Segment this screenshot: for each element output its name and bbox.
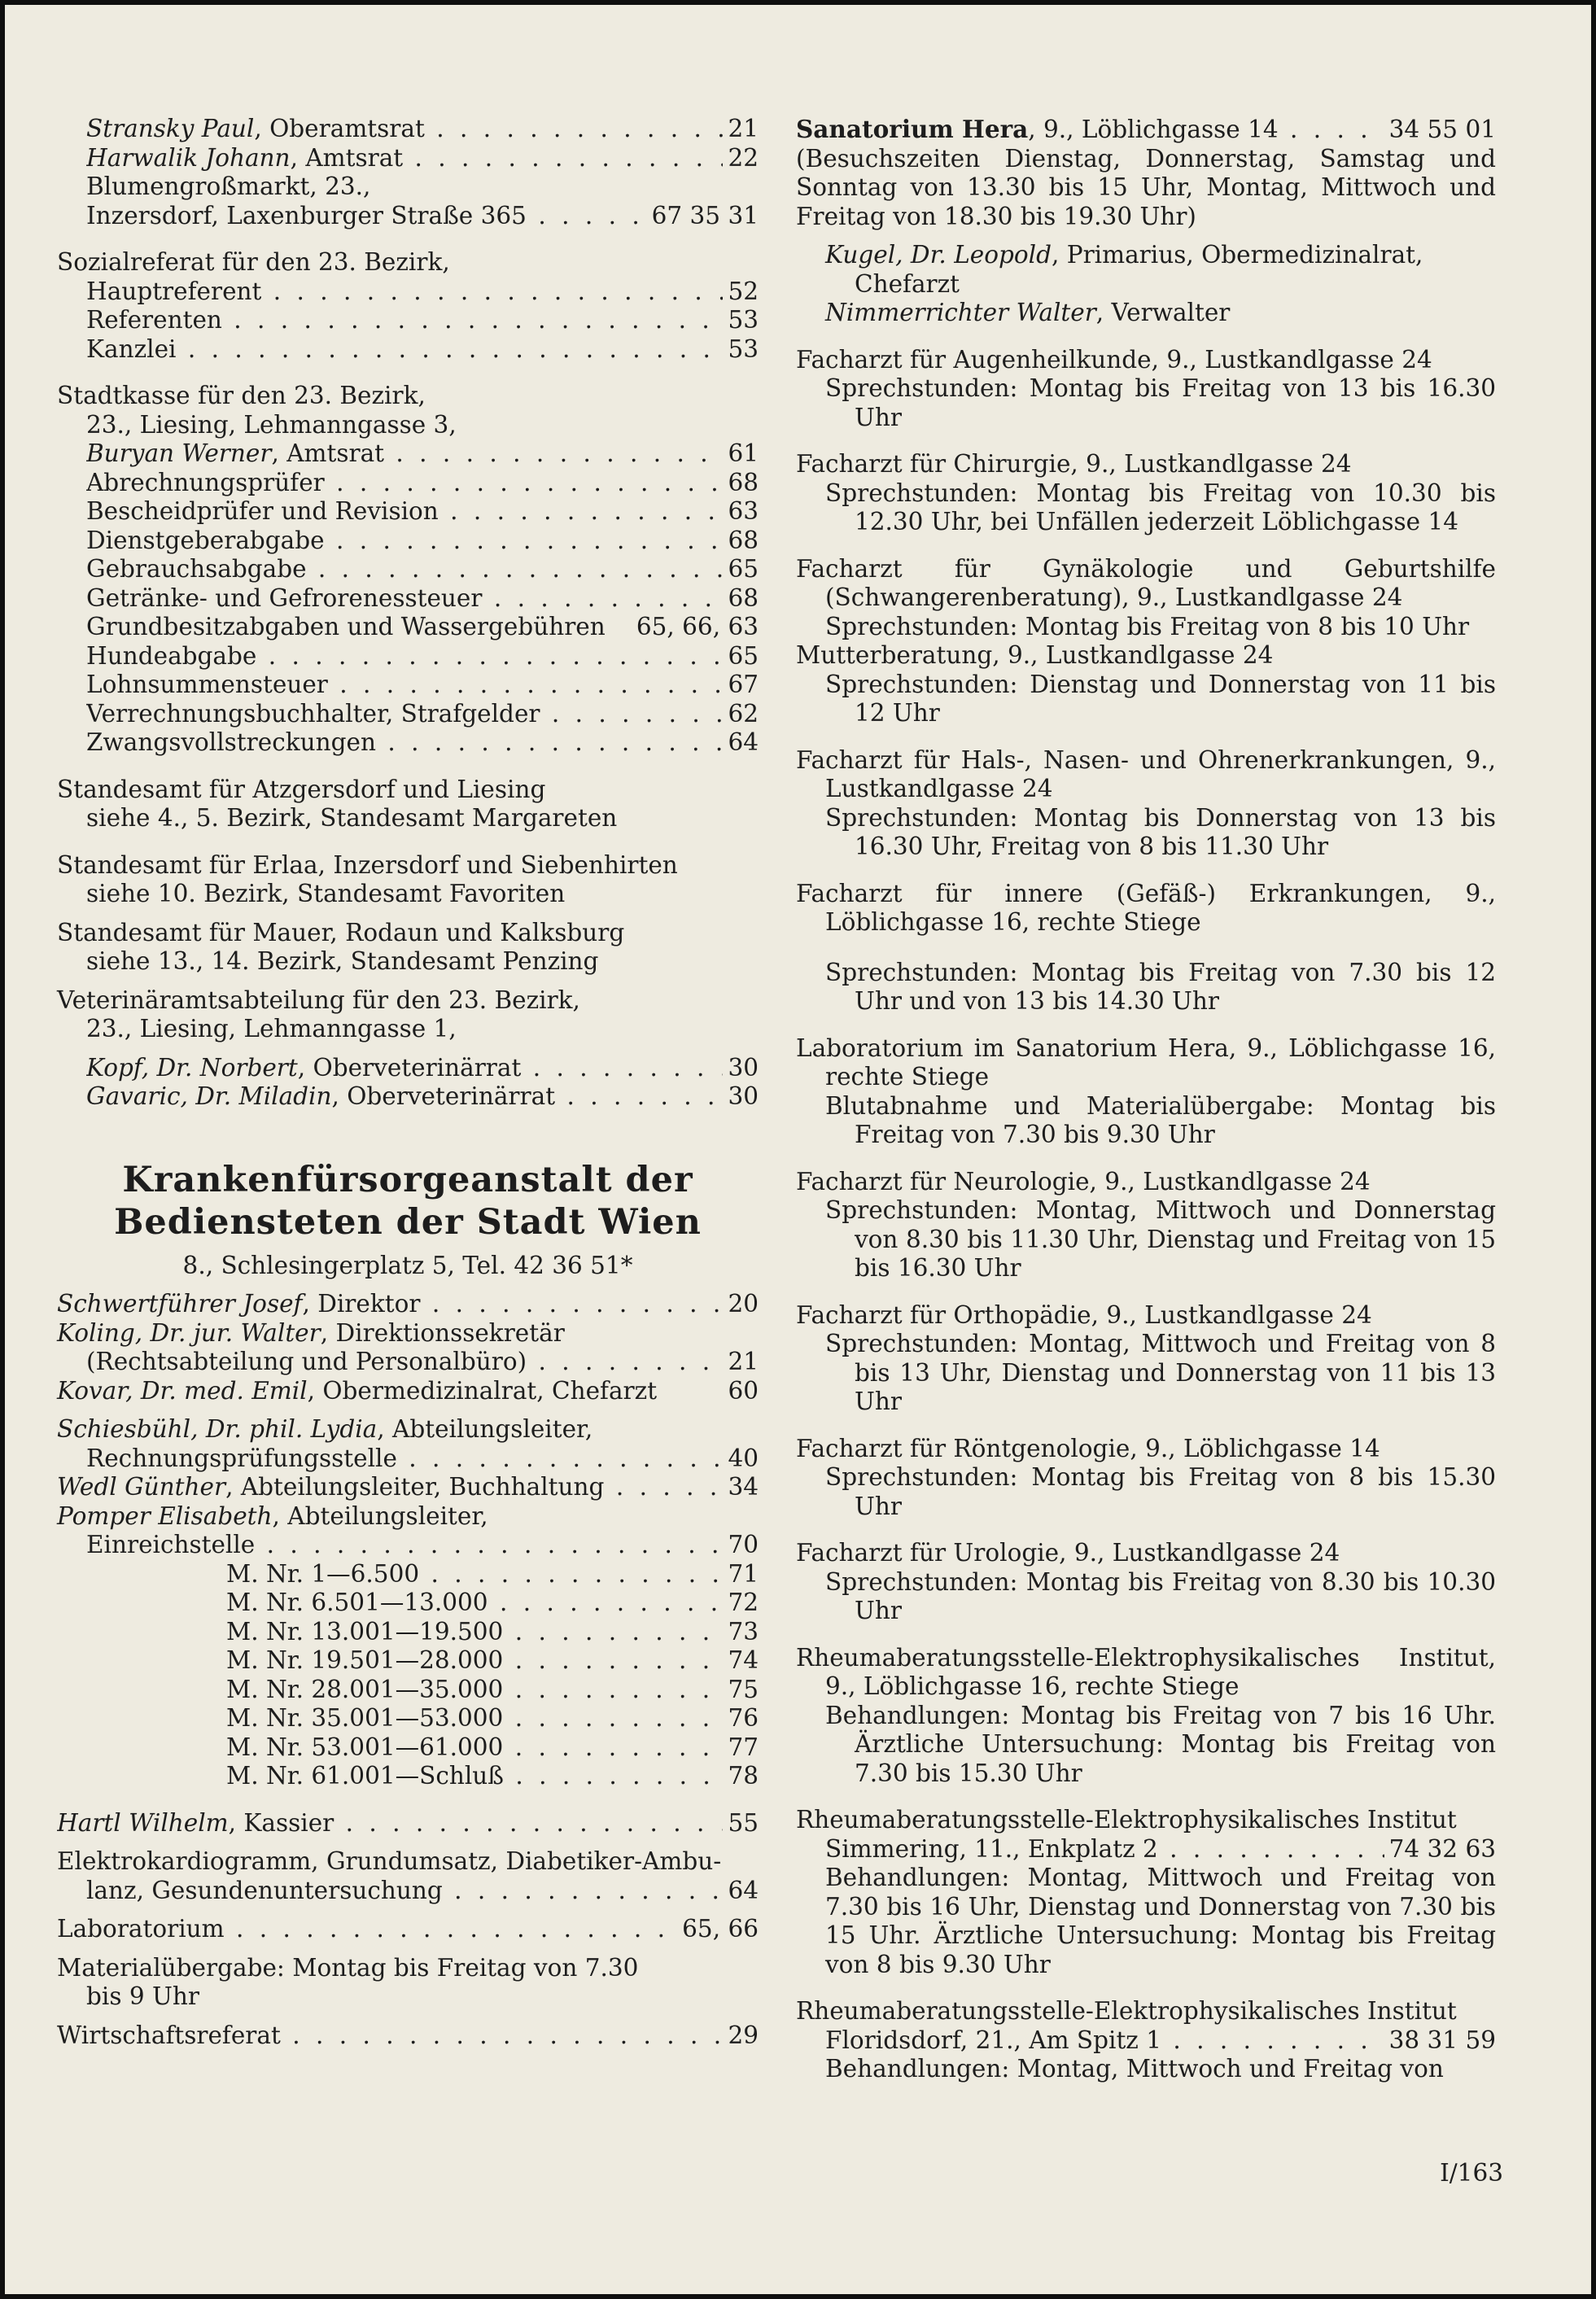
entry-row [86,202,759,231]
extension: 61 [728,439,759,467]
extension: 68 [728,526,759,554]
entry-laboratorium [796,1034,1496,1150]
extension: 21 [728,1348,759,1375]
entry-heading: Facharzt für Gynäkologie und Geburtshilfe (Schwangerenberatung), 9., Lustkandlgasse 24 [796,554,1496,611]
person-name: Hartl Wilhelm [57,1808,229,1837]
person-name: Koling, Dr. jur. Walter [57,1318,321,1347]
entry-row [57,2021,759,2051]
standesamt-reference: siehe 10. Bezirk, Standesamt Favoriten [86,880,566,907]
entry-heading: Facharzt für Chirurgie, 9., Lustkandlgasse 24 [796,450,1352,478]
entry-row [86,584,759,614]
entry-heading: Mutterberatung, 9., Lustkandlgasse 24 [796,641,1274,669]
extension: 71 [728,1559,759,1588]
person-title: , Abteilungsleiter, Buchhaltung [225,1473,605,1501]
block-hera [796,115,1496,328]
entry-row [86,642,759,671]
person-title: , Direktionssekretär [320,1318,565,1347]
mnr-range: M. Nr. 13.001—19.500 . . . [226,1618,723,1647]
entry-neurologie [796,1168,1496,1283]
standesamt-reference: siehe 4., 5. Bezirk, Standesamt Margareten [86,804,618,832]
person-title: , Abteilungsleiter, [272,1501,488,1530]
entry-label: Rechnungsprüfungsstelle . . . [86,1445,723,1474]
person-name: Schiesbühl, Dr. phil. Lydia [57,1415,378,1443]
entry-label: Grundbesitzabgaben und Wassergebühren [86,613,606,640]
entry-row [86,700,759,729]
mnr-range: M. Nr. 28.001—35.000 . . . [226,1676,723,1705]
block-standesamt-2 [57,851,759,909]
office-hours: Sprechstunden: Dienstag und Donnerstag von 11 bis 12 Uhr [825,670,1496,727]
person-title: , Obermedizinalrat, Chefarzt [307,1376,658,1405]
extension: 21 [728,115,759,142]
mnr-row [226,1762,759,1791]
office-hours: Sprechstunden: Montag, Mittwoch und Freitag von 8 bis 13 Uhr, Dienstag und Donnerstag von 11 bis 13 Uhr [825,1330,1496,1415]
entry-row [86,115,759,144]
extension: 74 [728,1646,759,1674]
entry-address: Floridsdorf, 21., Am Spitz 1 . . . [825,2026,1384,2056]
person-name: Kovar, Dr. med. Emil [57,1376,308,1405]
block-kfa-staff [57,1290,759,2050]
standesamt-heading: Standesamt für Mauer, Rodaun und Kalksburg [57,918,625,946]
person-name: Pomper Elisabeth [57,1501,273,1530]
entry-urologie [796,1539,1496,1626]
extension: 60 [728,1376,759,1405]
ekg-label: Elektrokardiogramm, Grundumsatz, Diabetiker-Ambu- [57,1847,722,1875]
entry-address: Simmering, 11., Enkplatz 2 . . . [825,1835,1384,1864]
office-hours: Behandlungen: Montag, Mittwoch und Freitag von [825,2055,1444,2083]
entry-heading: Facharzt für Urologie, 9., Lustkandlgasse 24 [796,1539,1340,1567]
entry-rheuma-floridsdorf [796,1997,1496,2084]
entry-heading: Facharzt für Neurologie, 9., Lustkandlgasse 24 [796,1167,1371,1195]
directory-page [5,5,1591,2294]
entry-row [86,527,759,556]
person-name: Harwalik Johann [86,143,291,172]
block-veterinaer [57,986,759,1112]
entry-row [796,2026,1496,2056]
entry-rheuma-simmering [796,1806,1496,1979]
institution-address: , 9., Löblichgasse 14 [1028,116,1279,143]
entry-row [86,306,759,335]
entry-heading: Rheumaberatungsstelle-Elektrophysikalisches Institut, 9., Löblichgasse 16, rechte Stiege [796,1643,1496,1700]
entry-heading: Facharzt für Augenheilkunde, 9., Lustkandlgasse 24 [796,345,1432,374]
block-officials [57,115,759,230]
extension: 70 [728,1531,759,1558]
person-name: Schwertführer Josef [57,1290,303,1318]
visiting-hours: (Besuchszeiten Dienstag, Donnerstag, Samstag und Sonntag von 13.30 bis 15 Uhr, Montag, Mittwoch und Freitag von 18.30 bis 19.30 Uhr) [796,144,1496,230]
title-line: Bediensteten der Stadt Wien [114,1201,702,1243]
entry-label: Laboratorium . . . [57,1915,677,1944]
office-hours: Behandlungen: Montag bis Freitag von 7 bis 16 Uhr. Ärztliche Untersuchung: Montag bis Freitag von 7.30 bis 15.30 Uhr [825,1701,1496,1787]
mnr-range: M. Nr. 53.001—61.000 . . . [226,1733,723,1763]
phone-number: 38 31 59 [1388,2026,1496,2054]
entry-row [86,497,759,527]
extension: 30 [728,1082,759,1110]
entry-hno [796,746,1496,862]
person-name: Stransky Paul [86,115,255,142]
mnr-row [226,1733,759,1763]
page-number: I/163 [1440,2159,1503,2187]
entry-label: Hundeabgabe . . . [86,642,723,671]
entry-orthopaedie [796,1301,1496,1417]
office-hours: Sprechstunden: Montag bis Freitag von 10.30 bis 12.30 Uhr, bei Unfällen jederzeit Löblichgasse 14 [825,479,1496,535]
entry-heading: Facharzt für Hals-, Nasen- und Ohrenerkrankungen, 9., Lustkandlgasse 24 [796,745,1496,802]
extension: 65 [728,641,759,670]
person-name: Gavaric, Dr. Miladin [86,1082,332,1110]
entry-row [86,439,759,469]
person-title: , Oberveterinärrat [297,1053,522,1082]
section-address: 23., Liesing, Lehmanngasse 1, [86,1015,457,1042]
person-name: Nimmerrichter Walter [825,299,1096,326]
entry-label: Einreichstelle . . . [86,1531,723,1560]
block-stadtkasse [57,382,759,758]
entry-rheuma-9 [796,1644,1496,1789]
entry-row [86,555,759,584]
institution-address: 8., Schlesingerplatz 5, Tel. 42 36 51* [182,1251,633,1279]
mnr-range: M. Nr. 19.501—28.000 . . . [226,1646,723,1676]
entry-chirurgie [796,450,1496,537]
standesamt-heading: Standesamt für Atzgersdorf und Liesing [57,775,546,803]
entry-row [86,469,759,498]
person-name: Kopf, Dr. Norbert [86,1053,298,1082]
office-hours: Sprechstunden: Montag bis Donnerstag von 13 bis 16.30 Uhr, Freitag von 8 bis 11.30 Uhr [825,803,1496,860]
section-address: 23., Liesing, Lehmanngasse 3, [86,410,457,439]
entry-label: Abrechnungsprüfer . . . [86,469,723,498]
extension: 78 [728,1762,759,1790]
person-title: , Verwalter [1095,299,1231,326]
extension: 65, 66 [682,1915,759,1943]
entry-label: Verrechnungsbuchhalter, Strafgelder . . . [86,700,723,729]
entry-innere [796,880,1496,1016]
mnr-list [57,1560,759,1791]
extension: 34 [728,1473,759,1501]
extension: 77 [728,1733,759,1761]
person-title: , Oberamtsrat [254,115,425,142]
entry-row [57,1915,759,1944]
entry-label: Kanzlei . . . [86,335,723,365]
entry-row [57,1348,759,1377]
extension: 20 [728,1290,759,1318]
office-hours: Sprechstunden: Montag bis Freitag von 8.30 bis 10.30 Uhr [825,1567,1496,1624]
office-hours: Sprechstunden: Montag bis Freitag von 8 bis 10 Uhr [825,612,1470,640]
extension: 62 [728,699,759,728]
extension: 64 [728,1876,759,1904]
standesamt-heading: Standesamt für Erlaa, Inzersdorf und Siebenhirten [57,850,678,879]
mnr-range: M. Nr. 61.001—Schluß . . . [226,1762,723,1791]
office-hours: Behandlungen: Montag, Mittwoch und Freitag von 7.30 bis 16 Uhr, Dienstag und Donnerstag von 7.30 bis 15 Uhr. Ärztliche Untersuchung: Montag bis Freitag von 8 bis 9.30 Uhr [825,1864,1496,1978]
extension: 75 [728,1675,759,1703]
extension: 63 [728,497,759,525]
entry-row [86,144,759,173]
institution-name: Sanatorium Hera [796,115,1029,143]
entry-label: Dienstgeberabgabe . . . [86,527,723,556]
extension: 64 [728,728,759,756]
entry-label: Getränke- und Gefrorenessteuer . . . [86,584,723,614]
block-sozialreferat [57,248,759,364]
block-standesamt-3 [57,919,759,977]
entry-row [57,1445,759,1474]
mnr-row [226,1560,759,1589]
entry-heading: Laboratorium im Sanatorium Hera, 9., Löblichgasse 16, rechte Stiege [796,1034,1496,1090]
person-title: , Abteilungsleiter, [377,1415,593,1443]
entry-heading: Rheumaberatungsstelle-Elektrophysikalisches Institut [796,1806,1457,1834]
phone-number: 34 55 01 [1388,116,1496,143]
person-title: , Oberveterinärrat [331,1082,556,1110]
extension: 65, 66, 63 [636,613,759,640]
person-name: Kugel, Dr. Leopold [825,241,1052,269]
extension: 52 [728,277,759,305]
entry-label: lanz, Gesundenuntersuchung . . . [86,1877,723,1906]
office-hours: Sprechstunden: Montag bis Freitag von 7.30 bis 12 Uhr und von 13 bis 14.30 Uhr [825,958,1496,1015]
material-label: Materialübergabe: Montag bis Freitag von 7.30 [57,1953,639,1982]
extension: 65 [728,555,759,583]
entry-heading: Facharzt für innere (Gefäß-) Erkrankungen, 9., Löblichgasse 16, rechte Stiege [796,879,1496,936]
entry-row [86,613,759,642]
person-title: , Direktor [302,1290,421,1318]
entry-mutterberatung [796,641,1496,728]
blumen-address: Blumengroßmarkt, 23., [86,173,371,200]
mnr-range: M. Nr. 6.501—13.000 . . . [226,1589,723,1618]
entry-heading: Rheumaberatungsstelle-Elektrophysikalisches Institut [796,1997,1457,2025]
entry-row [57,1473,759,1502]
person-title: , Primarius, Obermedizinalrat, Chefarzt [855,241,1423,298]
extension: 53 [728,306,759,334]
section-heading: Stadtkasse für den 23. Bezirk, [57,382,426,409]
extension: 22 [728,143,759,172]
entry-row [86,671,759,700]
extension: 67 [728,671,759,698]
entry-augenheilkunde [796,346,1496,433]
entry-row [86,1082,759,1112]
left-column [57,115,759,2050]
entry-row [86,278,759,307]
office-hours: Sprechstunden: Montag, Mittwoch und Donnerstag von 8.30 bis 11.30 Uhr, Dienstag und Freitag von 15 bis 16.30 Uhr [825,1196,1496,1282]
entry-label: Zwangsvollstreckungen . . . [86,728,723,758]
person-name: Buryan Werner [86,439,272,467]
blumen-street: Inzersdorf, Laxenburger Straße 365 . . . [86,202,647,231]
office-hours: Blutabnahme und Materialübergabe: Montag bis Freitag von 7.30 bis 9.30 Uhr [825,1091,1496,1148]
phone-number: 74 32 63 [1388,1834,1496,1863]
entry-heading: Facharzt für Orthopädie, 9., Lustkandlgasse 24 [796,1300,1372,1329]
entry-row [57,1290,759,1319]
entry-heading: Facharzt für Röntgenologie, 9., Löblichgasse 14 [796,1434,1380,1462]
mnr-row [226,1589,759,1618]
entry-gynaekologie [796,555,1496,642]
person-title: , Kassier [228,1808,335,1837]
extension: 40 [728,1444,759,1472]
entry-row [796,1835,1496,1864]
entry-roentgenologie [796,1435,1496,1522]
entry-label: (Rechtsabteilung und Personalbüro) . . . [86,1348,723,1377]
mnr-range: M. Nr. 1—6.500 . . . [226,1560,723,1589]
person-name: Wedl Günther [57,1473,226,1501]
phone-number: 67 35 31 [651,201,759,229]
material-hours: bis 9 Uhr [86,1982,199,2010]
entry-row [57,1809,759,1838]
entry-label: Gebrauchsabgabe . . . [86,555,723,584]
extension: 72 [728,1589,759,1616]
extension: 76 [728,1704,759,1732]
right-column [796,115,1496,2084]
entry-row [57,1531,759,1560]
office-hours: Sprechstunden: Montag bis Freitag von 8 bis 15.30 Uhr [825,1463,1496,1520]
entry-label: Bescheidprüfer und Revision . . . [86,497,723,527]
entry-label: Hauptreferent . . . [86,278,723,307]
block-standesamt-1 [57,776,759,833]
extension: 30 [728,1053,759,1082]
extension: 29 [728,2021,759,2049]
person-title: , Amtsrat [271,439,385,467]
standesamt-reference: siehe 13., 14. Bezirk, Standesamt Penzing [86,947,599,975]
extension: 73 [728,1617,759,1646]
mnr-row [226,1676,759,1705]
entry-row [86,728,759,758]
section-heading: Sozialreferat für den 23. Bezirk, [57,248,450,276]
entry-row [57,1877,759,1906]
person-title: , Amtsrat [290,143,404,172]
mnr-row [226,1618,759,1647]
entry-label: Referenten . . . [86,306,723,335]
mnr-range: M. Nr. 35.001—53.000 . . . [226,1704,723,1733]
extension: 55 [728,1808,759,1837]
section-heading: Veterinäramtsabteilung für den 23. Bezirk, [57,986,580,1014]
title-line: Krankenfürsorgeanstalt der [122,1159,693,1200]
entry-label: Lohnsummensteuer . . . [86,671,723,700]
entry-label: Wirtschaftsreferat . . . [57,2021,723,2051]
entry-row [86,335,759,365]
extension: 68 [728,468,759,496]
extension: 68 [728,583,759,612]
section-title [57,1159,759,1243]
office-hours: Sprechstunden: Montag bis Freitag von 13 bis 16.30 Uhr [825,374,1496,431]
mnr-row [226,1646,759,1676]
entry-row [796,115,1496,145]
extension: 53 [728,334,759,363]
entry-row [86,1054,759,1083]
mnr-row [226,1704,759,1733]
entry-row [825,241,1496,299]
entry-row [57,1377,759,1406]
